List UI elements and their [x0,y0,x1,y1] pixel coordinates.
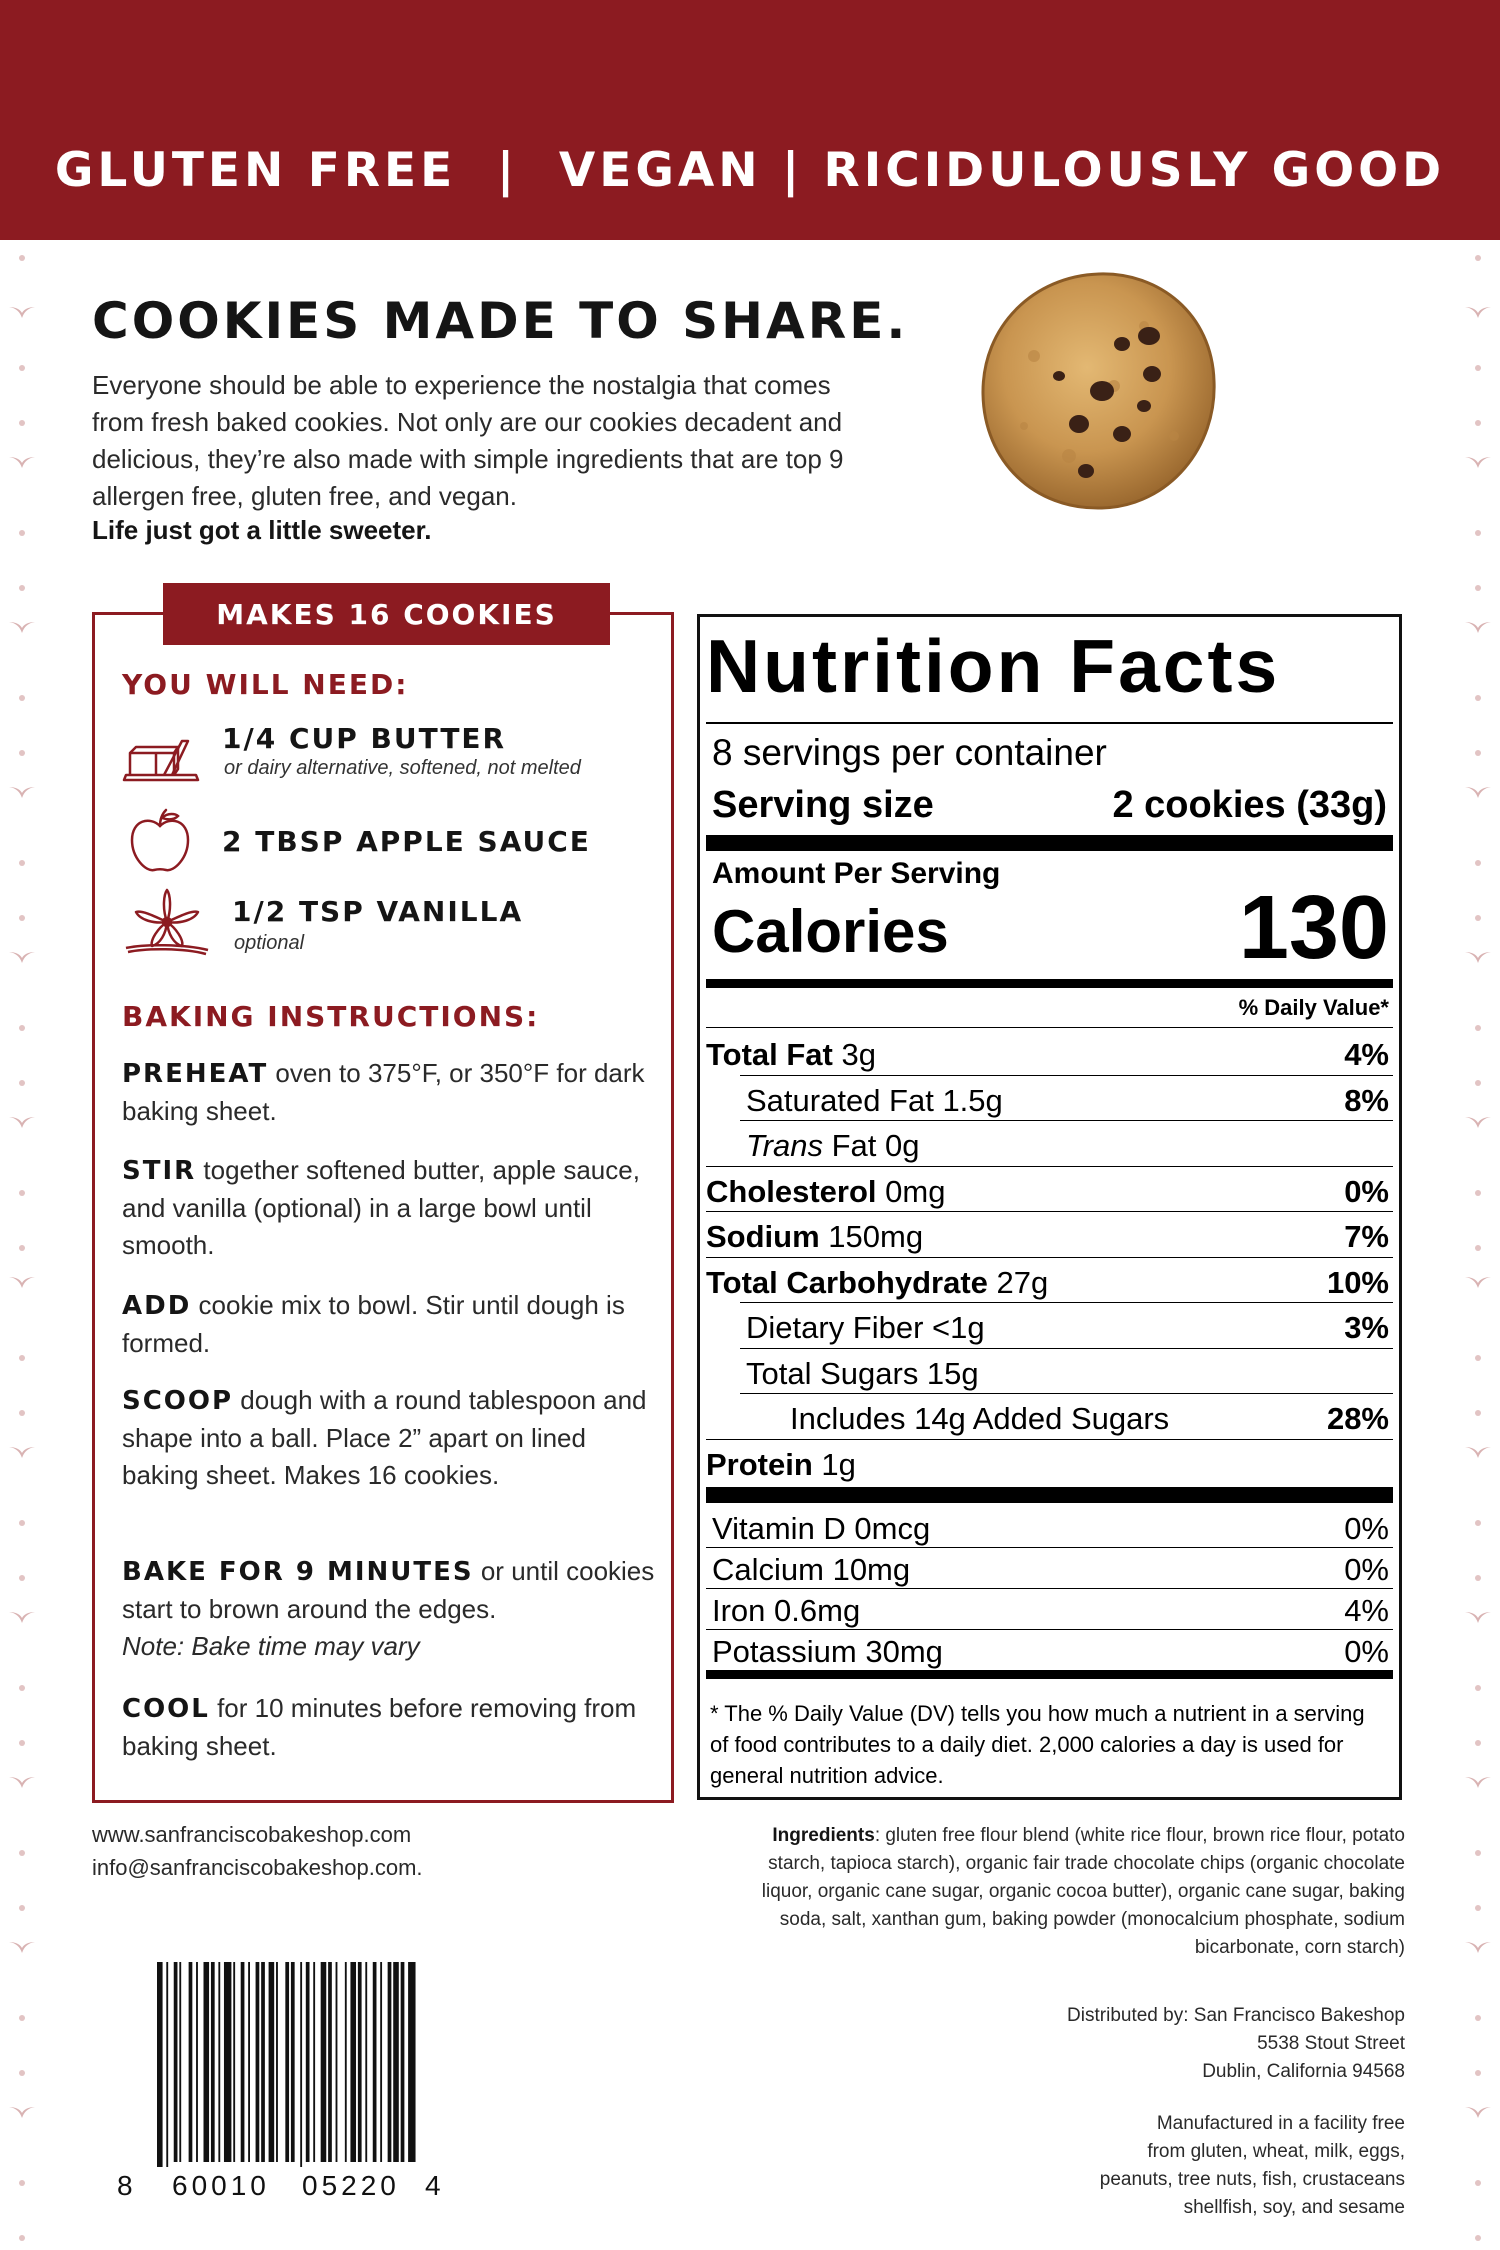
ingredient-vanilla-note: optional [234,932,305,954]
barcode-bar [269,1962,275,2162]
barcode-bar [380,1962,382,2162]
dot-decoration [1475,1905,1481,1911]
vitamin-daily-value: 0% [1344,1511,1389,1546]
nutrient-name: Dietary Fiber <1g [746,1310,985,1345]
dot-decoration [19,420,25,426]
dot-decoration [1475,1850,1481,1856]
step-verb: ADD [122,1291,192,1321]
chevron-decoration-icon [8,455,36,469]
step-verb: BAKE FOR 9 MINUTES [122,1557,474,1587]
barcode-bar [256,1962,260,2162]
email-link[interactable]: info@sanfranciscobakeshop.com. [92,1855,423,1880]
divider [706,1027,1393,1028]
dot-decoration [1475,915,1481,921]
ingredient-butter-name: 1/4 CUP BUTTER [222,722,507,755]
chevron-decoration-icon [1464,455,1492,469]
dot-decoration [19,860,25,866]
barcode-bar [233,1962,235,2162]
dot-decoration [1475,1575,1481,1581]
nutrient-label [706,1447,856,1483]
barcode-bar [321,1962,327,2162]
servings-per-container: 8 servings per container [712,732,1107,773]
apple-icon [128,808,192,874]
nutrition-title: Nutrition Facts [706,624,1281,708]
nutrient-daily-value: 28% [1326,1401,1389,1436]
vitamin-daily-value: 0% [1344,1634,1389,1669]
dot-decoration [19,1685,25,1691]
page-headline: COOKIES MADE TO SHARE. [92,292,909,350]
baking-instructions-heading: BAKING INSTRUCTIONS: [122,1000,540,1033]
daily-value-footnote: * The % Daily Value (DV) tells you how much a nutrient in a serving of food contributes to a daily diet. 2,000 calories a day is used for general nutrition advice. [710,1701,1365,1788]
dot-decoration [19,255,25,261]
divider [706,722,1393,724]
nutrient-name: Protein [706,1446,813,1482]
dot-decoration [19,1740,25,1746]
barcode-bar [224,1962,231,2162]
thick-divider [706,835,1393,851]
step-text: together softened butter, apple sauce, and vanilla (optional) in a large bowl until smooth. [122,1155,640,1260]
barcode-bar [204,1962,210,2162]
nutrition-facts-panel [697,614,1402,1800]
ingredients-label: Ingredients [772,1825,875,1846]
chevron-decoration-icon [8,950,36,964]
barcode-bar [350,1962,356,2162]
dot-decoration [1475,585,1481,591]
chevron-decoration-icon [1464,1115,1492,1129]
medium-divider [706,979,1393,988]
step-verb: SCOOP [122,1386,234,1416]
barcode-bar [248,1962,250,2162]
nutrient-row [700,1439,1399,1485]
step-verb: COOL [122,1694,210,1724]
dot-decoration [1475,2235,1481,2241]
chevron-decoration-icon [8,1940,36,1954]
facility-line: shellfish, soy, and sesame [1183,2197,1405,2218]
dot-decoration [19,1410,25,1416]
nutrient-label [706,1037,876,1073]
barcode-bar [189,1962,193,2162]
barcode-bar [211,1962,215,2162]
nutrient-label [706,1219,923,1255]
barcode-bar [291,1962,295,2162]
nutrient-amount: Fat 0g [822,1128,920,1163]
chevron-decoration-icon [1464,1775,1492,1789]
dot-decoration [1475,750,1481,756]
dot-decoration [19,1190,25,1196]
dot-decoration [19,750,25,756]
nutrient-amount: 150mg [819,1219,924,1254]
dot-decoration [1475,365,1481,371]
nutrient-row [700,1257,1399,1303]
chevron-decoration-icon [1464,950,1492,964]
ingredient-vanilla-name: 1/2 TSP VANILLA [232,895,524,928]
makes-count-tab: MAKES 16 COOKIES [163,583,610,645]
nutrient-daily-value: 8% [1344,1082,1389,1118]
barcode-bar [241,1962,245,2162]
nutrient-daily-value: 3% [1344,1310,1389,1345]
step-scoop [122,1382,667,1494]
nutrient-daily-value: 0% [1344,1173,1389,1209]
dot-decoration [19,585,25,591]
serving-size-label: Serving size [712,784,934,826]
barcode-bar [401,1962,405,2162]
nutrient-name: Total Sugars 15g [746,1355,979,1391]
dot-decoration [1475,1080,1481,1086]
chevron-decoration-icon [8,1115,36,1129]
chevron-decoration-icon [8,2105,36,2119]
vitamin-row [700,1548,1399,1590]
barcode-bar [365,1962,367,2162]
nutrient-name: Includes 14g Added Sugars [790,1401,1170,1436]
barcode-bar [336,1962,338,2162]
step-text: dough with a round tablespoon and shape into a ball. Place 2” apart on lined baking sheet. Makes 16 cookies. [122,1385,647,1490]
dot-decoration [1475,1685,1481,1691]
barcode-digit-last: 4 [425,2170,441,2201]
barcode-bar [166,1962,168,2167]
butter-icon [122,735,202,783]
vitamin-row [700,1507,1399,1549]
step-verb: PREHEAT [122,1059,269,1089]
dot-decoration [19,1355,25,1361]
nutrient-row [700,1120,1399,1166]
chevron-decoration-icon [1464,1275,1492,1289]
chevron-decoration-icon [1464,1445,1492,1459]
step-cool [122,1690,667,1765]
barcode-bar [373,1962,377,2162]
nutrient-row [700,1348,1399,1394]
barcode-bar [306,1962,310,2162]
chevron-decoration-icon [8,1775,36,1789]
chevron-decoration-icon [8,620,36,634]
allergen-facility-statement [1100,2110,1405,2222]
barcode-bars [117,1962,442,2167]
dot-decoration [1475,2180,1481,2186]
nutrient-row [700,1302,1399,1348]
thick-divider [706,1487,1393,1503]
dot-decoration [19,1025,25,1031]
dot-decoration [1475,1740,1481,1746]
dot-decoration [1475,860,1481,866]
step-stir [122,1152,667,1264]
dot-decoration [19,1080,25,1086]
you-will-need-heading: YOU WILL NEED: [122,668,409,701]
nutrient-row [700,1393,1399,1439]
intro-paragraph: Everyone should be able to experience the nostalgia that comes from fresh baked cookies. Not only are our cookies decadent and delicious, they’re also made with simple ingredients that are top 9 allergen free, gluten free, and vegan. [92,370,844,511]
ingredient-butter-note: or dairy alternative, softened, not melted [224,757,581,779]
barcode-bar [276,1962,278,2162]
distributor-line: Distributed by: San Francisco Bakeshop [1067,2005,1405,2026]
barcode-digits-left: 60010 [172,2170,270,2201]
dot-decoration [19,2180,25,2186]
dot-decoration [1475,530,1481,536]
nutrient-name: Trans [746,1128,823,1163]
facility-line: from gluten, wheat, milk, eggs, [1147,2141,1405,2162]
vitamin-label: Calcium 10mg [712,1552,911,1587]
ingredients-text: : gluten free flour blend (white rice flour, brown rice flour, potato starch, tapioca starch), organic fair trade chocolate chips (organic chocolate liquor, organic cane sugar, organic cocoa butter), organic cane sugar, baking soda, salt, xanthan gum, baking powder (monocalcium phosphate, sodium bicarbonate, corn starch) [761,1825,1405,1958]
dot-decoration [19,2235,25,2241]
amount-per-serving-label: Amount Per Serving [712,857,1001,890]
barcode-bar [408,1962,415,2162]
chevron-decoration-icon [8,305,36,319]
barcode-digits-right: 05220 [302,2170,400,2201]
vanilla-flower-icon [124,888,210,956]
vitamin-label: Iron 0.6mg [712,1593,861,1628]
barcode-bar [157,1962,163,2167]
dot-decoration [1475,420,1481,426]
dot-decoration [1475,1025,1481,1031]
barcode-bar [393,1962,399,2162]
barcode-bar [358,1962,362,2162]
barcode [117,1962,442,2212]
vitamin-daily-value: 0% [1344,1552,1389,1587]
nutrient-label [746,1083,1003,1119]
calories-value: 130 [1238,878,1389,978]
dot-decoration [19,1850,25,1856]
nutrient-daily-value: 4% [1344,1037,1389,1072]
chevron-decoration-icon [8,1610,36,1624]
medium-divider [706,1670,1393,1679]
nutrient-label [790,1401,1169,1437]
chevron-decoration-icon [1464,305,1492,319]
vitamin-label: Potassium 30mg [712,1634,943,1669]
chevron-decoration-icon [8,1275,36,1289]
barcode-bar [313,1962,315,2162]
daily-value-header: % Daily Value* [1238,995,1389,1020]
nutrient-name: Cholesterol [706,1173,877,1209]
step-preheat [122,1055,667,1130]
barcode-bar [388,1962,392,2162]
nutrient-row [700,1166,1399,1212]
vitamin-daily-value: 4% [1344,1593,1389,1628]
nutrient-daily-value: 10% [1326,1264,1389,1300]
facility-line: peanuts, tree nuts, fish, crustaceans [1099,2169,1405,2190]
nutrient-label [706,1174,945,1210]
chevron-decoration-icon [8,785,36,799]
distributor-info [1067,2002,1405,2086]
barcode-bar [261,1962,265,2162]
nutrient-label [706,1265,1048,1301]
distributor-line: 5538 Stout Street [1257,2033,1405,2054]
dot-decoration [1475,1355,1481,1361]
dot-decoration [1475,1245,1481,1251]
nutrient-name: Sodium [706,1219,820,1254]
dot-decoration [1475,1410,1481,1416]
nutrient-row [700,1075,1399,1121]
step-bake [122,1553,667,1665]
nutrient-name: Saturated Fat 1.5g [746,1082,1003,1118]
nutrient-name: Total Fat [706,1037,833,1072]
barcode-bar [196,1962,198,2162]
dot-decoration [19,365,25,371]
dot-decoration [19,2015,25,2021]
barcode-bar [179,1962,181,2162]
dot-decoration [1475,695,1481,701]
website-link[interactable]: www.sanfranciscobakeshop.com [92,1822,412,1847]
facility-line: Manufactured in a facility free [1156,2113,1405,2134]
dot-decoration [19,2070,25,2076]
barcode-bar [218,1962,220,2162]
nutrient-row [700,1029,1399,1075]
dot-decoration [19,1905,25,1911]
intro-tagline: Life just got a little sweeter. [92,515,432,545]
top-banner [0,0,1500,240]
dot-decoration [19,915,25,921]
barcode-bar [328,1962,332,2162]
step-text: or until cookies start to brown around the edges. [122,1556,655,1624]
nutrient-amount: 27g [987,1264,1049,1300]
nutrient-amount: 1g [812,1446,856,1482]
contact-info [92,1818,423,1884]
dot-decoration [1475,1520,1481,1526]
dot-decoration [19,1575,25,1581]
dot-decoration [19,695,25,701]
barcode-bar [285,1962,289,2162]
dot-decoration [1475,2015,1481,2021]
nutrient-row [700,1211,1399,1257]
ingredient-applesauce-name: 2 TBSP APPLE SAUCE [222,825,591,858]
barcode-bar [300,1962,302,2167]
step-text: for 10 minutes before removing from baking sheet. [122,1693,637,1761]
barcode-bar [174,1962,178,2162]
nutrient-name: Total Carbohydrate [706,1264,988,1300]
dot-decoration [1475,255,1481,261]
dot-decoration [19,1245,25,1251]
step-add [122,1287,667,1362]
nutrient-amount: 0mg [876,1173,946,1209]
nutrient-amount: 3g [832,1037,876,1072]
step-text: oven to 375°F, or 350°F for dark baking sheet. [122,1058,645,1126]
calories-label: Calories [712,898,949,965]
step-note: Note: Bake time may vary [122,1631,420,1661]
ingredients-statement [730,1822,1405,1962]
chevron-decoration-icon [1464,785,1492,799]
dot-decoration [19,1520,25,1526]
chevron-decoration-icon [1464,2105,1492,2119]
vitamin-row [700,1630,1399,1672]
step-verb: STIR [122,1156,197,1186]
nutrient-label [746,1356,979,1392]
chevron-decoration-icon [1464,1940,1492,1954]
vitamin-label: Vitamin D 0mcg [712,1511,931,1546]
dot-decoration [1475,1190,1481,1196]
vitamin-row [700,1589,1399,1631]
barcode-digit-first: 8 [117,2170,133,2201]
step-text: cookie mix to bowl. Stir until dough is formed. [122,1290,625,1358]
chevron-decoration-icon [8,1445,36,1459]
barcode-bar [345,1962,347,2162]
chevron-decoration-icon [1464,620,1492,634]
cookie-image [974,266,1224,516]
distributor-line: Dublin, California 94568 [1202,2061,1405,2082]
nutrient-label [746,1310,985,1346]
nutrient-daily-value: 7% [1344,1219,1389,1254]
chevron-decoration-icon [1464,1610,1492,1624]
dot-decoration [1475,2070,1481,2076]
nutrient-label [746,1128,919,1164]
serving-size-value: 2 cookies (33g) [1112,784,1387,826]
dot-decoration [19,530,25,536]
banner-slogan: GLUTEN FREE | VEGAN | RICIDULOUSLY GOOD [54,143,1446,198]
